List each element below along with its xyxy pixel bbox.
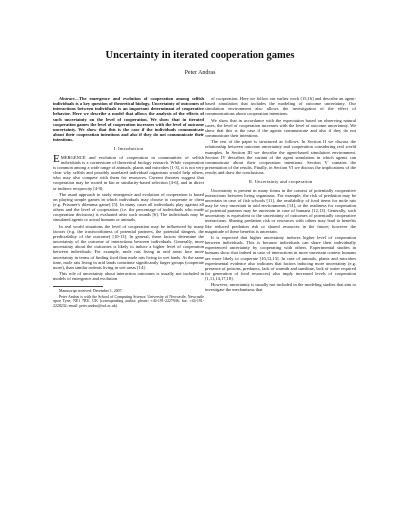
abstract <box>53 96 204 142</box>
section-heading-introduction: I. Introduction <box>113 146 144 152</box>
drop-cap: E <box>53 153 60 166</box>
footnote-received: Manuscript received: December 1, 2007. <box>59 289 123 294</box>
section2-paragraph-1: Uncertainty is present in many forms in the context of potentially cooperative interactions between living organisms. For example, the risk of predation may be uncertain in case of fish schools [11], the availability of food items for mole rats may be very uncertain in arid environments [14], or the readiness for cooperation of potential partners may be uncertain in case of humans [12,13]. Generally, such uncertainty is equivalent to the uncertainty of outcomes of potentially cooperative interactions. Sharing predation risk or resources with others may lead to benefits like reduced predation risk or shared resources in the future; however the magnitude of these benefits is uncertain. <box>205 187 356 234</box>
author-name: Peter Andras <box>184 70 216 76</box>
intro-paragraph-3: In real world situations the level of cooperation may be influenced by many factors (e.g. the trustworthiness of potential partners, the potential dangers, the predictability of the outcome) [10-13]. In general, these factors determine the uncertainty of the outcome of interactions between individuals. Generally, more uncertainty about the outcomes is likely to induce a higher level of cooperation between individuals. For example, mole rats living in arid areas face more uncertainty in terms of finding food than mole rats living in wet lands. At the same time, mole rats living in arid lands constitute significantly larger groups (cooperate more), than similar rodents living in wet areas [14]. <box>53 223 204 270</box>
intro-paragraph-1-text: MERGENCE and evolution of cooperation in communities of selfish individuals is a cornerstone of theoretical biology research. While cooperation is common among a wide range of animals, plants and microbes [1-3], it is not very clear why selfish and possibly unrelated individual organisms would help others, who may also compete with them for resources. Current theories suggest that cooperation may be rooted in kin or similarity-based selection [4-6], and in direct or indirect reciprocity [4-9]. <box>53 154 204 191</box>
intro-paragraph-1 <box>53 155 204 191</box>
section2-paragraph-2: It is expected that higher uncertainty induces higher level of cooperation between individuals. This is because individuals can share their individually experienced uncertainty by cooperating with others. Experimental studies in humans show that indeed in case of interactions in more uncertain context humans are more likely to cooperate [10,12,13]. In case of animals, plants and microbes experimental evidence also indicates that factors inducing more uncertainty (e.g. presence of poisons, predators, lack of warmth and sunshine, lack of water required for generation of food resources) also imply increased levels of cooperation [1,11,14,17,18]. <box>205 234 356 282</box>
abstract-body: —The emergence and evolution of cooperation among selfish individuals is a key question of theoretical biology. Uncertainty of outcomes of interactions between individuals is an important determinant of cooperative behavior. Here we describe a model that allows the analysis of the effects of such uncertainty on the level of cooperation. We show that in iterated cooperation games the level of cooperation increases with the level of outcome uncertainty. We show that this is the case if the individuals communicate about their cooperation intentions and also if they do not communicate their intentions. <box>53 96 204 143</box>
footnote-divider <box>53 286 103 287</box>
section-heading-uncertainty: II. Uncertainty and cooperation <box>248 179 313 185</box>
intro-paragraph-6: We show that in accordance with the expectation based on observing natural cases, the level of cooperation increases with the level of outcome uncertainty. We show that this is the case if the agents communicate and also if they do not communicate their intentions. <box>205 117 356 139</box>
paper-title: Uncertainty in iterated cooperation games <box>105 50 295 61</box>
intro-paragraph-2: The usual approach to study emergence and evolution of cooperation is based on playing simple games in which individuals may choose to cooperate or cheat (e.g. Prisoner's dilemma game) [5]. In many cases all individuals play against all others and the level of cooperation (i.e. the percentage of individuals who made cooperation decisions) is evaluated after such rounds [6]. The individuals may be simulated agents or actual humans or animals. <box>53 191 204 223</box>
section2-paragraph-3: However, uncertainty is usually not included in the modeling studies that aim to investigate the mechanisms that <box>205 282 356 293</box>
left-column <box>53 96 204 501</box>
right-column <box>205 96 356 501</box>
intro-paragraph-5: of cooperation. Here we follow our earlier work [15,16] and describe an agent-based simulation that includes the modeling of outcome uncertainty. Our simulation environment also allows the investigation of the effect of communications about cooperation intentions. <box>205 96 356 117</box>
intro-paragraph-4: This role of uncertainty about interaction outcomes is usually not included in models of emergence and evolution <box>53 271 204 282</box>
footnote-affiliation: Peter Andras is with the School of Computing Science, University of Newcastle, Newcastle upon Tyne, NE1 7RU, UK (corresponding author; phone: +44-191-2227946; fax: +44-191-2228232; email: peter.andras@ncl.ac.uk). <box>53 294 204 308</box>
abstract-label: Abstract <box>59 96 75 101</box>
intro-paragraph-7: The rest of the paper is structured as follows. In Section II we discuss the relationship between outcome uncertainty and cooperation considering real world examples. In Section III we describe the agent-based simulation environment. Section IV describes the variant of the agent simulation in which agents can communicate about their cooperation intentions. Section V contains the presentation of the results. Finally, in Section VI we discuss the implications of the results and draw the conclusions. <box>205 139 356 176</box>
